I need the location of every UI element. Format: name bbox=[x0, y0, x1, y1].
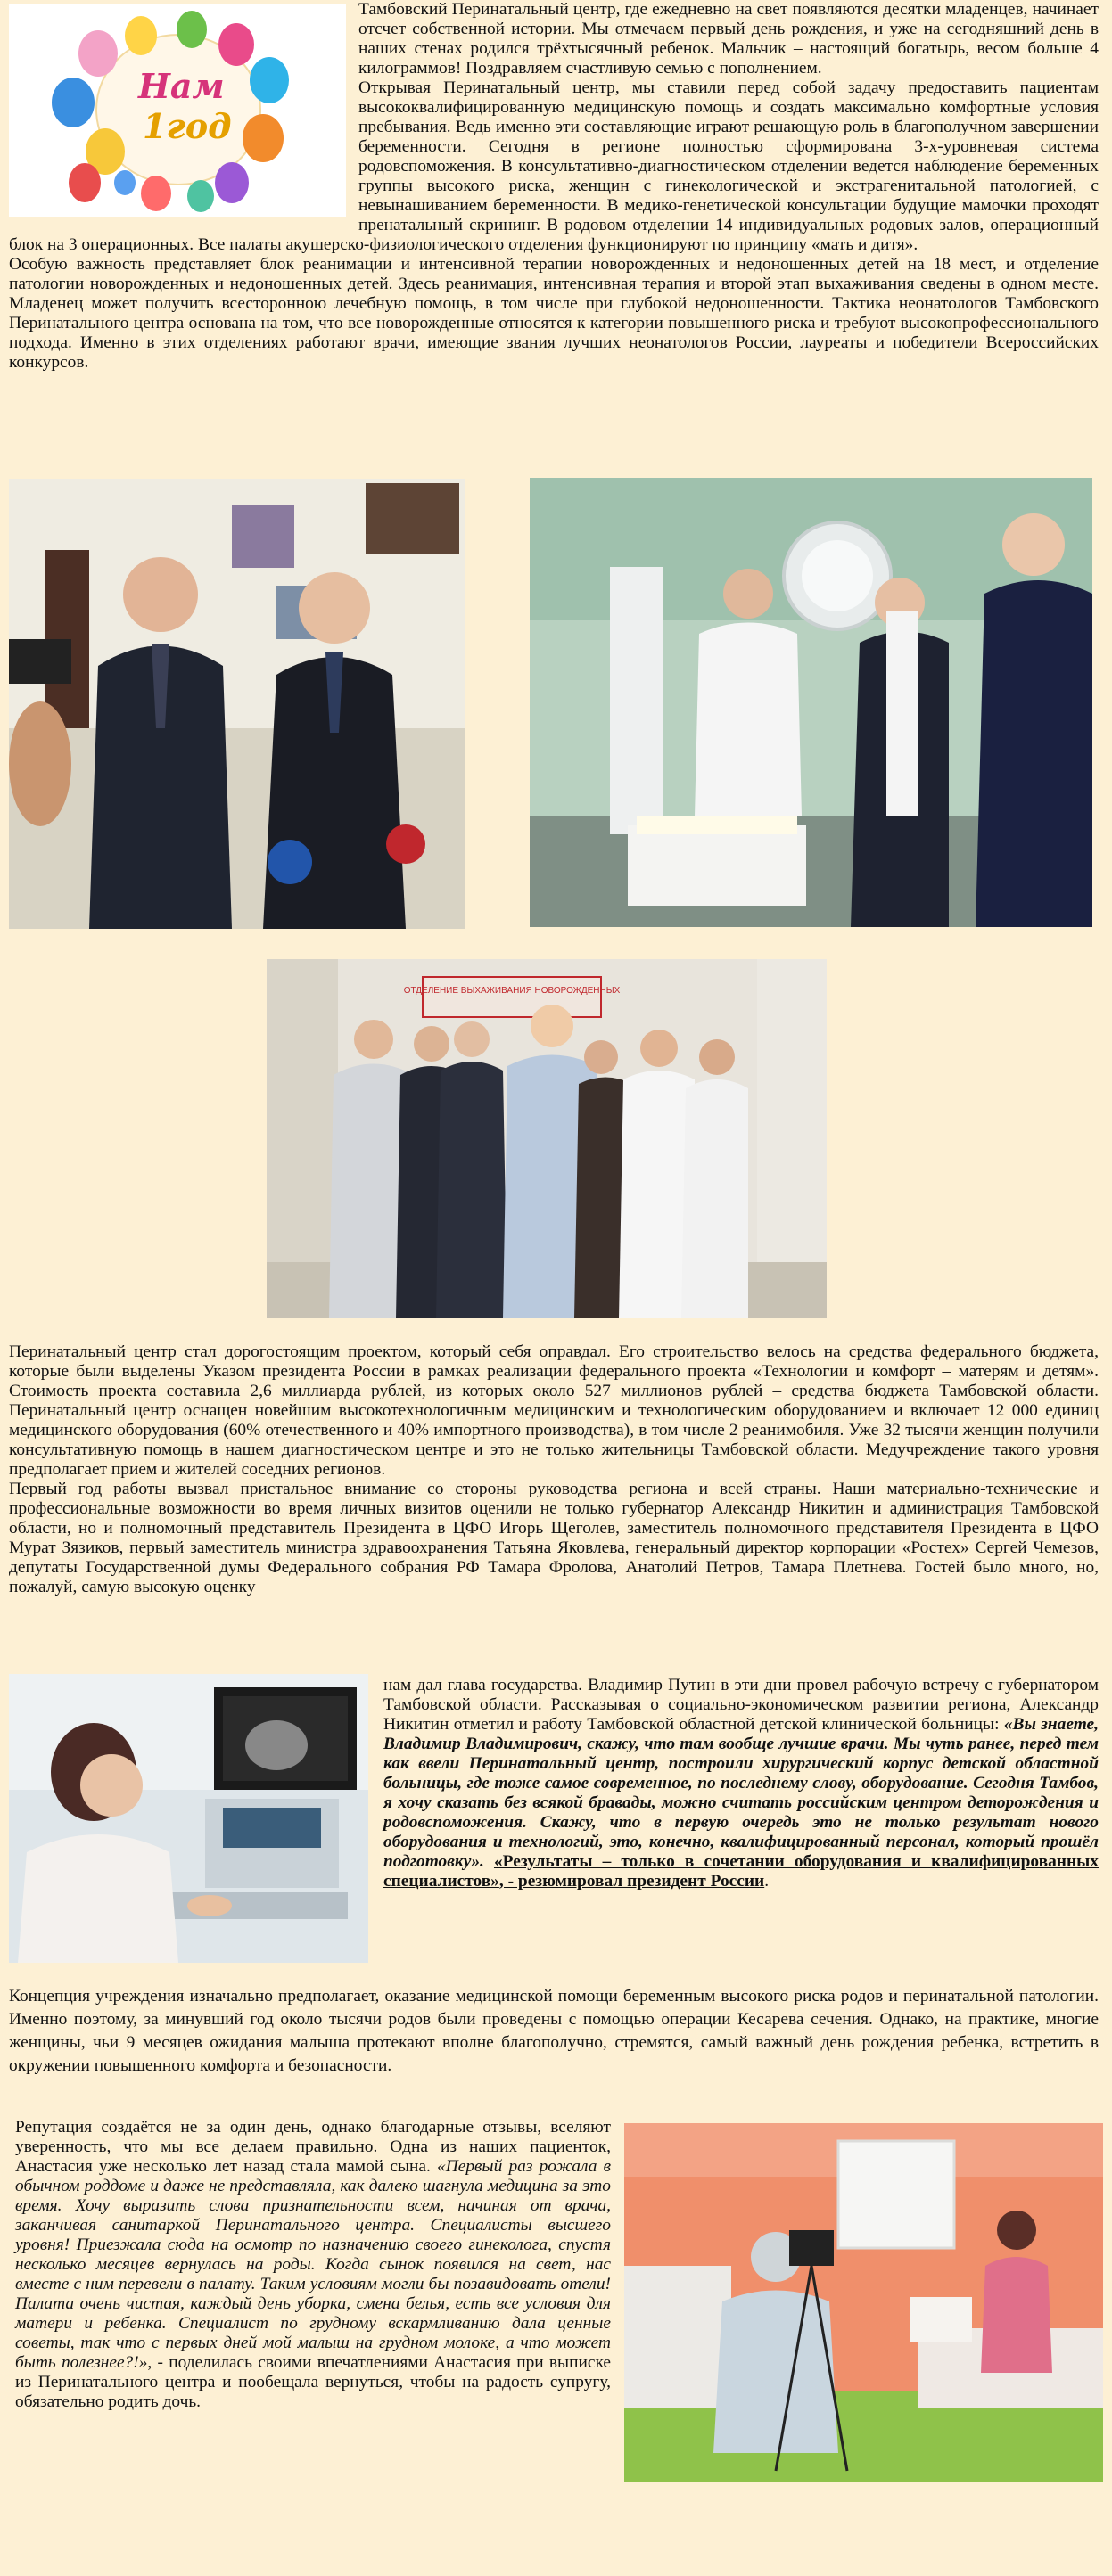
photo-ultrasound bbox=[9, 1674, 368, 1963]
paragraph-visits: Первый год работы вызвал пристальное внимание со стороны руководства региона и всей страны. Наши материально-технические и профессиональные возможности во время личных визитов оценили не только губернатор Александр Никитин и администрация Тамбовской области, но и полномочный представитель Президента в ЦФО Игорь Щеголев, заместитель полномочного представителя Президента в ЦФО Мурат Зязиков, первый заместитель министра здравоохранения Татьяна Яковлева, генеральный директор корпорации «Ростех» Сергей Чемезов, депутаты Государственной думы Федерального собрания РФ Тамара Фролова, Анатолий Петров, Тамара Плетнева. Гостей было много, но, пожалуй, самую высокую оценку bbox=[9, 1480, 1099, 1596]
photo-officials-interview bbox=[9, 479, 465, 929]
patient-quote: «Первый раз рожала в обычном роддоме и даже не представляла, как далеко шагнула медицина за это время. Хочу выразить слова признательности всем, начиная от врача, заканчивая санитаркой Перинатального центра. Специалисты высшего уровня! Приезжала сюда на осмотр по назначению своего гинеколога, спустя несколько месяцев вернулась на роды. Когда сынок появился на свет, нас вместе с ним перевели в палату. Таким условиям могли бы позавидовать отели! Палата очень чистая, каждый день уборка, смена белья, есть все условия для матери и ребенка. Специалист по грудному вскармливанию дала ценные советы, так что с первых дней мой малыш на грудном молоке, а что может быть полезнее?!» bbox=[15, 2157, 612, 2372]
paragraph-testimonial bbox=[15, 2118, 611, 2412]
paragraph-reanimation: Особую важность представляет блок реанимации и интенсивной терапии новорожденных и недоношенных детей на 18 мест, и отделение патологии новорожденных и недоношенных детей. Здесь реанимация, интенсивная терапия и второй этап выхаживания сведены в одном месте. Младенец может получить всесторонною лечебную помощь, в том числе при глубокой недоношенности. Тактика неонатологов Тамбовского Перинатального центра основана на том, что все новорожденные относятся к категории повышенного риска и требуют высокопрофессионального подхода. Именно в этих отделениях работают врачи, имеющие звания лучших неонатологов России, лауреаты и победители Всероссийских конкурсов. bbox=[9, 255, 1099, 372]
paragraph-tasks: Открывая Перинатальный центр, мы ставили перед собой задачу предоставить пациентам высококвалифицированную медицинскую помощь и создать максимально комфортные условия пребывания. Ведь именно эти составляющие играют решающую роль в благополучном завершении беременности. Сегодня в регионе полностью сформирована 3-х-уровневая система родовспоможения. В консультативно-диагностическом отделении ведется наблюдение беременных группы высокого риска, женщин с гинекологической и экстрагенитальной патологией, с невынашиванием беременности. В медико-генетической консультации будущие мамочки проходят пренатальный скрининг. В родовом отделении 14 индивидуальных родовых залов, операционный блок на 3 операционных. Все палаты акушерско-физиологического отделения функционируют по принципу «мать и дитя». bbox=[9, 78, 1099, 254]
logo-line-1: Нам bbox=[138, 66, 225, 106]
president-text: нам дал глава государства. Владимир Путин в эти дни провел рабочую встречу с губернатором Тамбовской области. Рассказывая о социально-экономическом развитии региона, Александр Никитин отметил и работу Тамбовской областной детской клинической больницы: bbox=[383, 1676, 1099, 1734]
paragraph-funding: Перинатальный центр стал дорогостоящим проектом, который себя оправдал. Его строительство велось на средства федерального бюджета, которые были выделены Указом президента России в рамках реализации федерального проекта «Технологии и комфорт – матерям и детям». Стоимость проекта составила 2,6 миллиарда рублей, из которых около 527 миллионов рублей – средства бюджета Тамбовской области. Перинатальный центр оснащен новейшим высокотехнологичным медицинским и технологическим оборудованием и включает 12 000 единиц медицинского оборудования (60% отечественного и 40% импортного производства), в том числе 2 реанимобиля. Уже 32 тысячи женщин получили консультативную помощь в нашем диагностическом центре и это не только жительницы Тамбовской области. Медучреждение такого уровня предполагает прием и жителей соседних регионов. bbox=[9, 1342, 1099, 1479]
logo-line-2: 1год bbox=[143, 106, 232, 146]
testimonial-intro: Репутация создаётся не за один день, однако благодарные отзывы, вселяют уверенность, что мы все делаем правильно. Одна из наших пациенток, Анастасия уже несколько лет назад стала мамой сына. bbox=[15, 2118, 611, 2176]
testimonial-end: , - поделилась своими впечатлениями Анастасия при выписке из Перинатального центра и пообещала вернуться, чтобы на радость супругу, обязательно родить дочь. bbox=[15, 2353, 611, 2411]
paragraph-concept: Концепция учреждения изначально предполагает, оказание медицинской помощи беременным высокого риска родов и перинатальной патологии. Именно поэтому, за минувший год около тысячи родов были проведены с помощью операции Кесарева сечения. Однако, на практике, многие женщины, чьи 9 месяцев ожидания малыша протекают вполне благополучно, стремятся, самый важный день рождения ребенка, встретить в окружении повышенного комфорта и безопасности. bbox=[9, 1987, 1099, 2075]
photo-maternity-ward bbox=[624, 2123, 1103, 2482]
corridor-sign: ОТДЕЛЕНИЕ ВЫХАЖИВАНИЯ НОВОРОЖДЕННЫХ bbox=[403, 986, 621, 996]
president-attribution: , - резюмировал президент России bbox=[498, 1872, 765, 1891]
photo-equipment-demo bbox=[530, 478, 1092, 927]
governor-quote: «Вы знаете, Владимир Владимирович, скажу, что там вообще лучшие врачи. Мы чуть ранее, перед тем как ввели Перинатальный центр, построили хирургический корпус детской областной больницы, где тоже самое современное, по последнему слову, оборудование. Сегодня Тамбов, я хочу сказать без всякой бравады, можно считать российским центром деторождения и родовспоможения. Скажу, что в первую очередь это не только результат нового оборудования и технологий, это, конечно, квалифицированный персонал, который прошёл подготовку». bbox=[383, 1715, 1099, 1871]
photo-corridor-delegation bbox=[267, 959, 827, 1318]
paragraph-intro: Тамбовский Перинатальный центр, где ежедневно на свет появляются десятки младенцев, начинает отсчет собственной истории. Мы отмечаем первый день рождения, и уже на сегодняшний день в наших стенах родился трёхтысячный ребенок. Мальчик – настоящий богатырь, весом больше 4 килограммов! Поздравляем счастливую семью с пополнением. bbox=[358, 0, 1099, 78]
paragraph-president: нам дал глава государства. Владимир Путин в эти дни провел рабочую встречу с губернатором Тамбовской области. Рассказывая о социально-экономическом развитии региона, Александр Никитин отметил и работу Тамбовской областной детской клинической больницы: «Вы знаете, Владимир Владимирович, скажу, что там вообще лучшие врачи. Мы чуть ранее, перед тем как ввели Перинатальный центр, построили хирургический корпус детской областной больницы, где тоже самое современное, по последнему слову, оборудование. Сегодня Тамбов, я хочу сказать без всякой бравады, можно считать российским центром деторождения и родовспоможения. Скажу, что в первую очередь это не только результат нового оборудования и технологий, это, конечно, квалифицированный персонал, который прошёл подготовку». «Результаты – только в сочетании оборудования и квалифицированных специалистов», - резюмировал президент России. bbox=[383, 1676, 1099, 1891]
president-result-quote: «Результаты – только в сочетании оборудования и квалифицированных специалистов» bbox=[383, 1852, 1099, 1891]
